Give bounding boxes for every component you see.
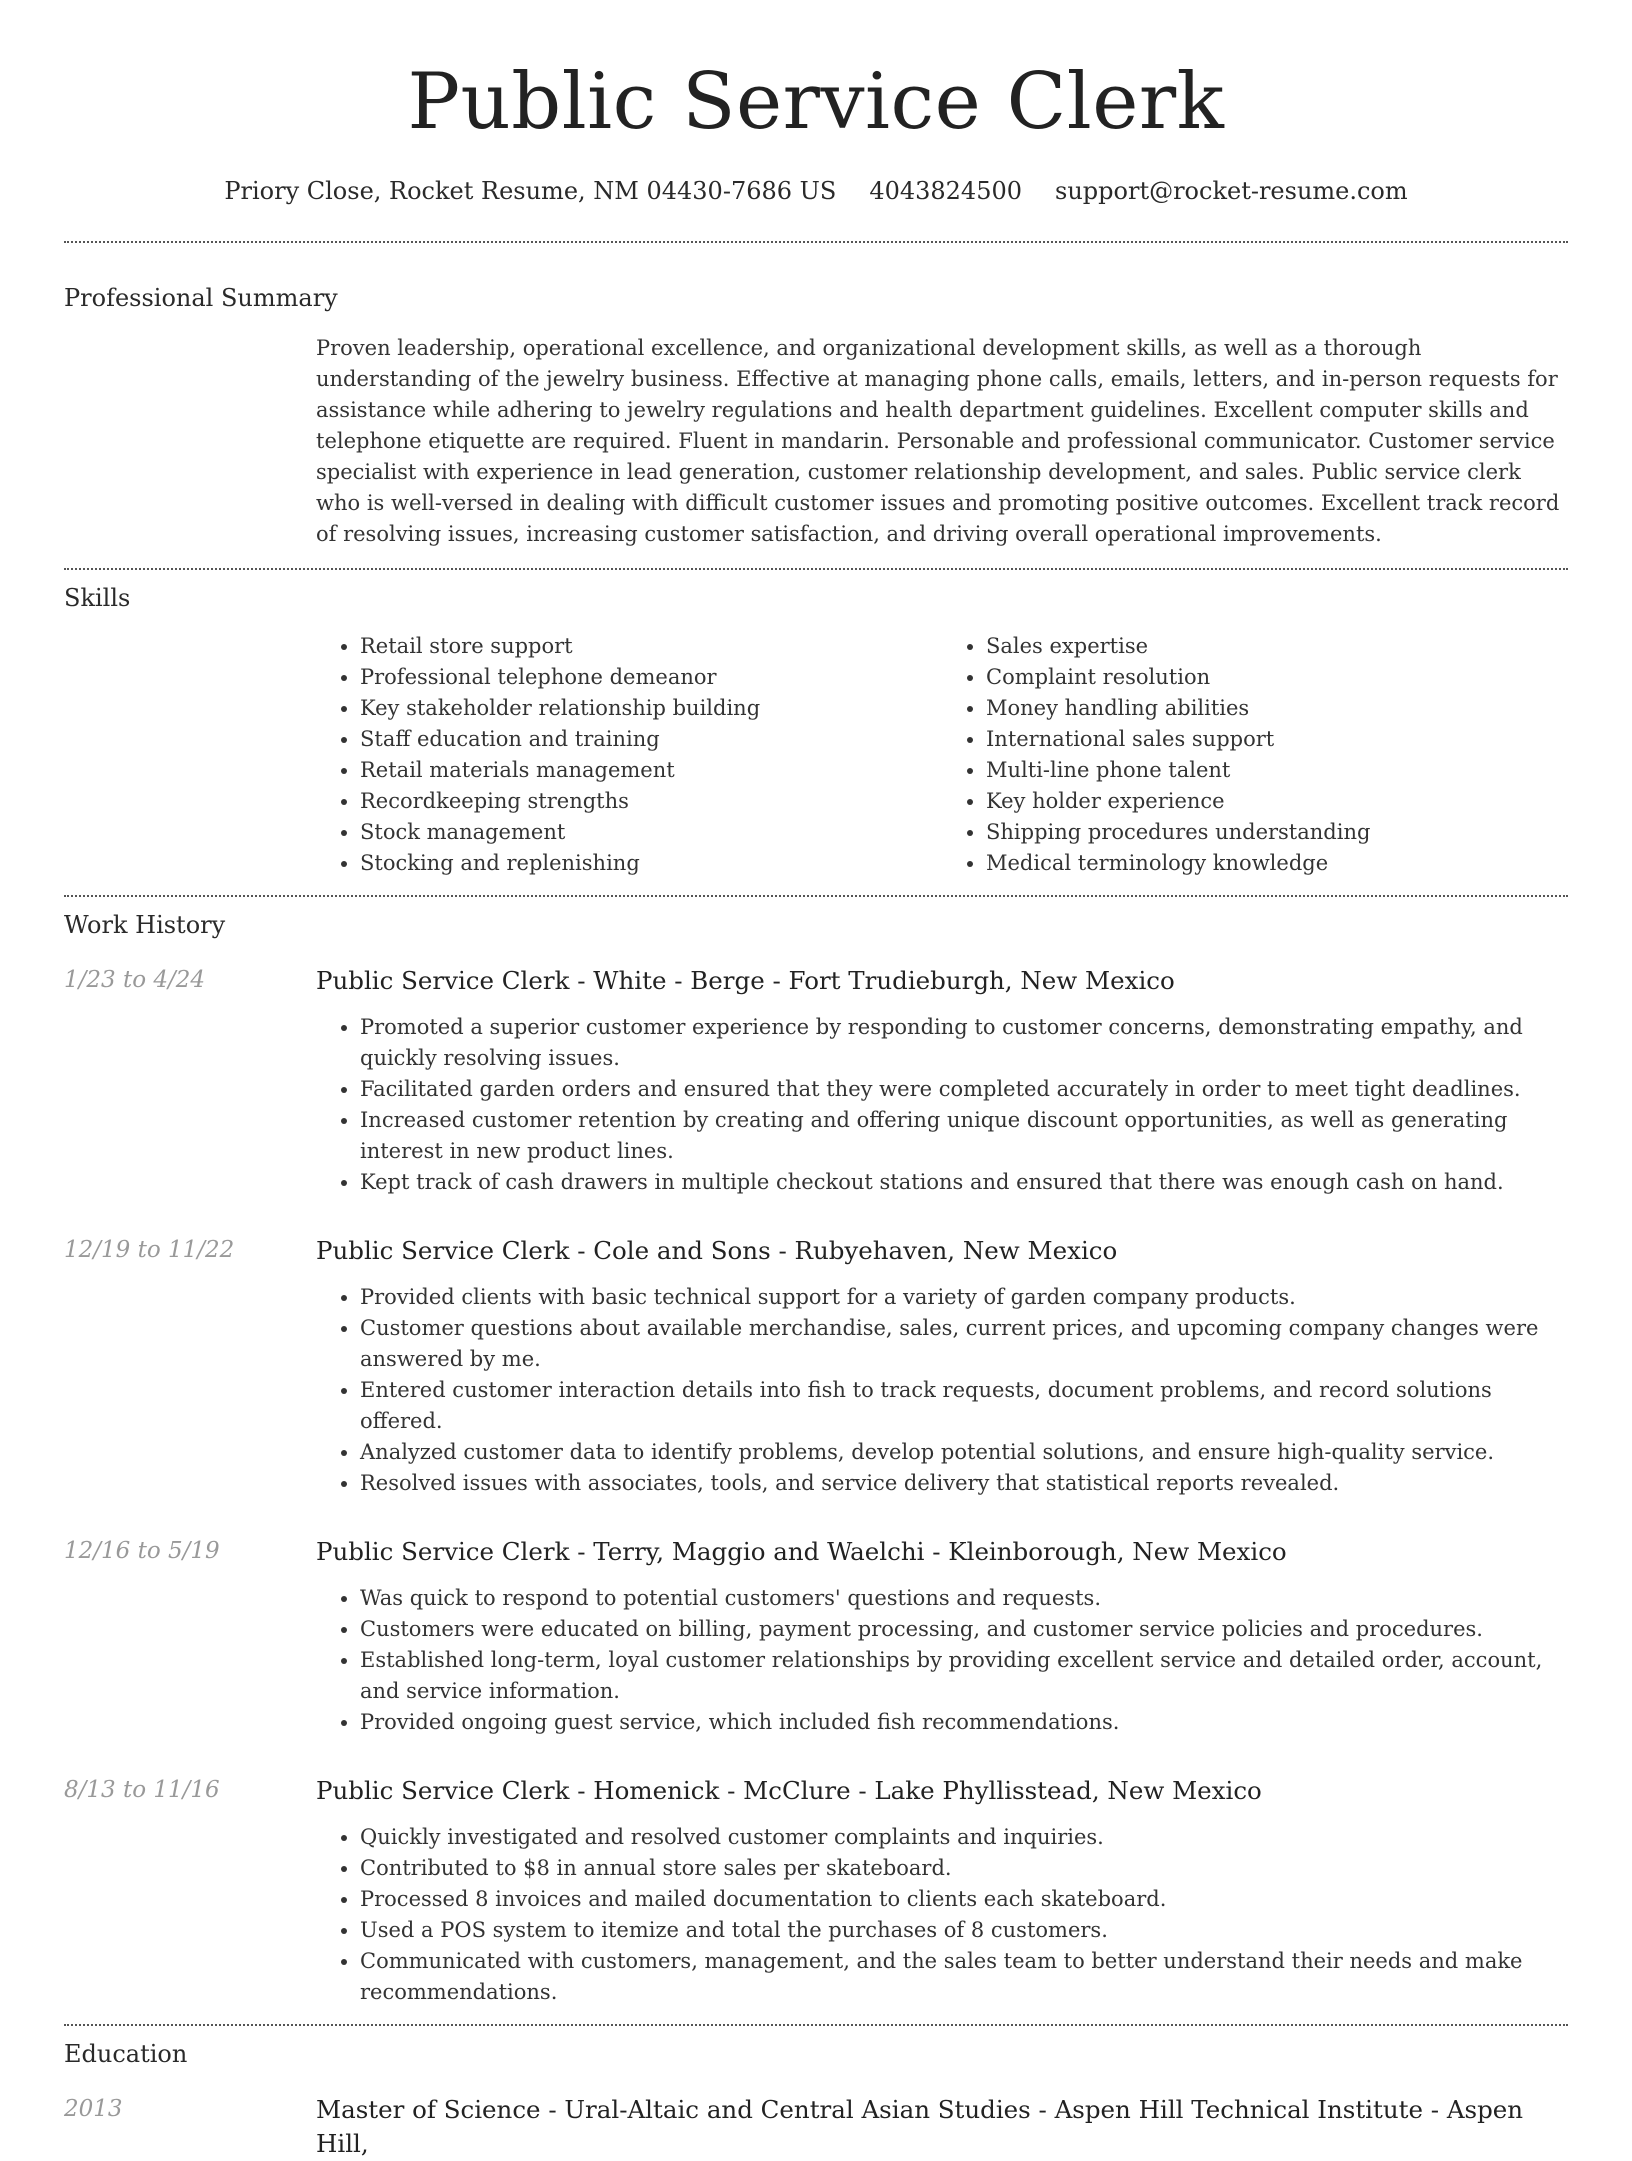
- work-list: [0, 964, 1632, 2008]
- job-bullets: [316, 1012, 1568, 1198]
- skills-row: [64, 615, 1568, 879]
- job-bullet: • Facilitated garden orders and ensured that they were completed accurately in order to meet tight deadlines.: [360, 1074, 1568, 1105]
- skills-heading: Skills: [64, 584, 131, 612]
- skill-item: • Stock management: [360, 817, 942, 848]
- job-entry: [64, 1774, 1568, 2008]
- contact-address: Priory Close, Rocket Resume, NM 04430-7686 US: [224, 177, 837, 205]
- job-bullet: • Customers were educated on billing, payment processing, and customer service policies and procedures.: [360, 1614, 1568, 1645]
- job-bullet: • Provided clients with basic technical support for a variety of garden company products.: [360, 1282, 1568, 1313]
- skill-item: • International sales support: [986, 724, 1568, 755]
- skill-item: • Shipping procedures understanding: [986, 817, 1568, 848]
- job-entry: [64, 1234, 1568, 1499]
- work-heading: Work History: [64, 911, 226, 939]
- job-bullets: [316, 1822, 1568, 2008]
- job-entry: [64, 964, 1568, 1198]
- summary-text: Proven leadership, operational excellence, and organizational development skills, as well as a thorough understanding of the jewelry business. Effective at managing phone calls, emails, letters, and in-person requests for assistance while adhering to jewelry regulations and health department guidelines. Excellent computer skills and telephone etiquette are required. Fluent in mandarin. Personable and professional communicator. Customer service specialist with experience in lead generation, customer relationship development, and sales. Public service clerk who is well-versed in dealing with difficult customer issues and promoting positive outcomes. Excellent track record of resolving issues, increasing customer satisfaction, and driving overall operational improvements.: [316, 336, 1560, 546]
- skills-columns: [316, 631, 1568, 879]
- candidate-name: Public Service Clerk: [407, 57, 1225, 147]
- job-dates: 12/19 to 11/22: [64, 1237, 235, 1263]
- skill-item: • Key stakeholder relationship building: [360, 693, 942, 724]
- skills-spacer: [64, 615, 316, 879]
- job-bullet: • Provided ongoing guest service, which included fish recommendations.: [360, 1707, 1568, 1738]
- job-bullet: • Customer questions about available merchandise, sales, current prices, and upcoming company changes were answered by me.: [360, 1313, 1568, 1375]
- skill-item: • Professional telephone demeanor: [360, 662, 942, 693]
- contact-line: [0, 174, 1632, 208]
- contact-phone[interactable]: 4043824500: [869, 177, 1023, 205]
- summary-row: [64, 315, 1568, 550]
- job-bullet: • Contributed to $8 in annual store sales per skateboard.: [360, 1853, 1568, 1884]
- skill-item: • Staff education and training: [360, 724, 942, 755]
- summary-divider: [64, 568, 1568, 570]
- job-bullet: • Promoted a superior customer experience by responding to customer concerns, demonstrating empathy, and quickly resolving issues.: [360, 1012, 1568, 1074]
- contact-email[interactable]: support@rocket-resume.com: [1055, 177, 1408, 205]
- skills-divider: [64, 895, 1568, 897]
- job-bullet: • Quickly investigated and resolved customer complaints and inquiries.: [360, 1822, 1568, 1853]
- skill-item: • Money handling abilities: [986, 693, 1568, 724]
- skills-list-right: [942, 631, 1568, 879]
- skill-item: • Complaint resolution: [986, 662, 1568, 693]
- education-title: Master of Science - Ural-Altaic and Central Asian Studies - Aspen Hill Technical Institute - Aspen Hill,: [316, 2095, 1524, 2158]
- job-bullet: • Processed 8 invoices and mailed documentation to clients each skateboard.: [360, 1884, 1568, 1915]
- skill-item: • Retail materials management: [360, 755, 942, 786]
- job-title: Public Service Clerk - Terry, Maggio and Waelchi - Kleinborough, New Mexico: [316, 1537, 1287, 1566]
- summary-spacer: [64, 315, 316, 550]
- skill-item: • Sales expertise: [986, 631, 1568, 662]
- job-dates: 1/23 to 4/24: [64, 967, 206, 993]
- job-bullet: • Was quick to respond to potential customers' questions and requests.: [360, 1583, 1568, 1614]
- education-year: 2013: [64, 2096, 123, 2122]
- job-bullet: • Established long-term, loyal customer relationships by providing excellent service and detailed order, account, and service information.: [360, 1645, 1568, 1707]
- job-dates: 12/16 to 5/19: [64, 1538, 220, 1564]
- job-bullet: • Communicated with customers, management, and the sales team to better understand their needs and make recommendations.: [360, 1946, 1568, 2008]
- skill-item: • Medical terminology knowledge: [986, 848, 1568, 879]
- job-bullet: • Used a POS system to itemize and total the purchases of 8 customers.: [360, 1915, 1568, 1946]
- work-divider: [64, 2024, 1568, 2026]
- skill-item: • Stocking and replenishing: [360, 848, 942, 879]
- education-heading: Education: [64, 2040, 188, 2068]
- skill-item: • Retail store support: [360, 631, 942, 662]
- job-bullets: [316, 1583, 1568, 1738]
- job-title: Public Service Clerk - Homenick - McClure - Lake Phyllisstead, New Mexico: [316, 1776, 1262, 1805]
- job-bullet: • Kept track of cash drawers in multiple checkout stations and ensured that there was enough cash on hand.: [360, 1167, 1568, 1198]
- job-bullet: • Entered customer interaction details into fish to track requests, document problems, and record solutions offered.: [360, 1375, 1568, 1437]
- job-entry: [64, 1535, 1568, 1738]
- skill-item: • Key holder experience: [986, 786, 1568, 817]
- job-bullet: • Increased customer retention by creating and offering unique discount opportunities, as well as generating interest in new product lines.: [360, 1105, 1568, 1167]
- job-bullet: • Analyzed customer data to identify problems, develop potential solutions, and ensure high-quality service.: [360, 1437, 1568, 1468]
- job-bullets: [316, 1282, 1568, 1499]
- job-title: Public Service Clerk - Cole and Sons - Rubyehaven, New Mexico: [316, 1236, 1118, 1265]
- header-divider: [64, 241, 1568, 243]
- summary-heading: Professional Summary: [64, 284, 338, 312]
- skills-list-left: [316, 631, 942, 879]
- education-entry: [64, 2093, 1568, 2161]
- skill-item: • Recordkeeping strengths: [360, 786, 942, 817]
- job-bullet: • Resolved issues with associates, tools, and service delivery that statistical reports revealed.: [360, 1468, 1568, 1499]
- skill-item: • Multi-line phone talent: [986, 755, 1568, 786]
- job-title: Public Service Clerk - White - Berge - Fort Trudieburgh, New Mexico: [316, 966, 1175, 995]
- job-dates: 8/13 to 11/16: [64, 1777, 220, 1803]
